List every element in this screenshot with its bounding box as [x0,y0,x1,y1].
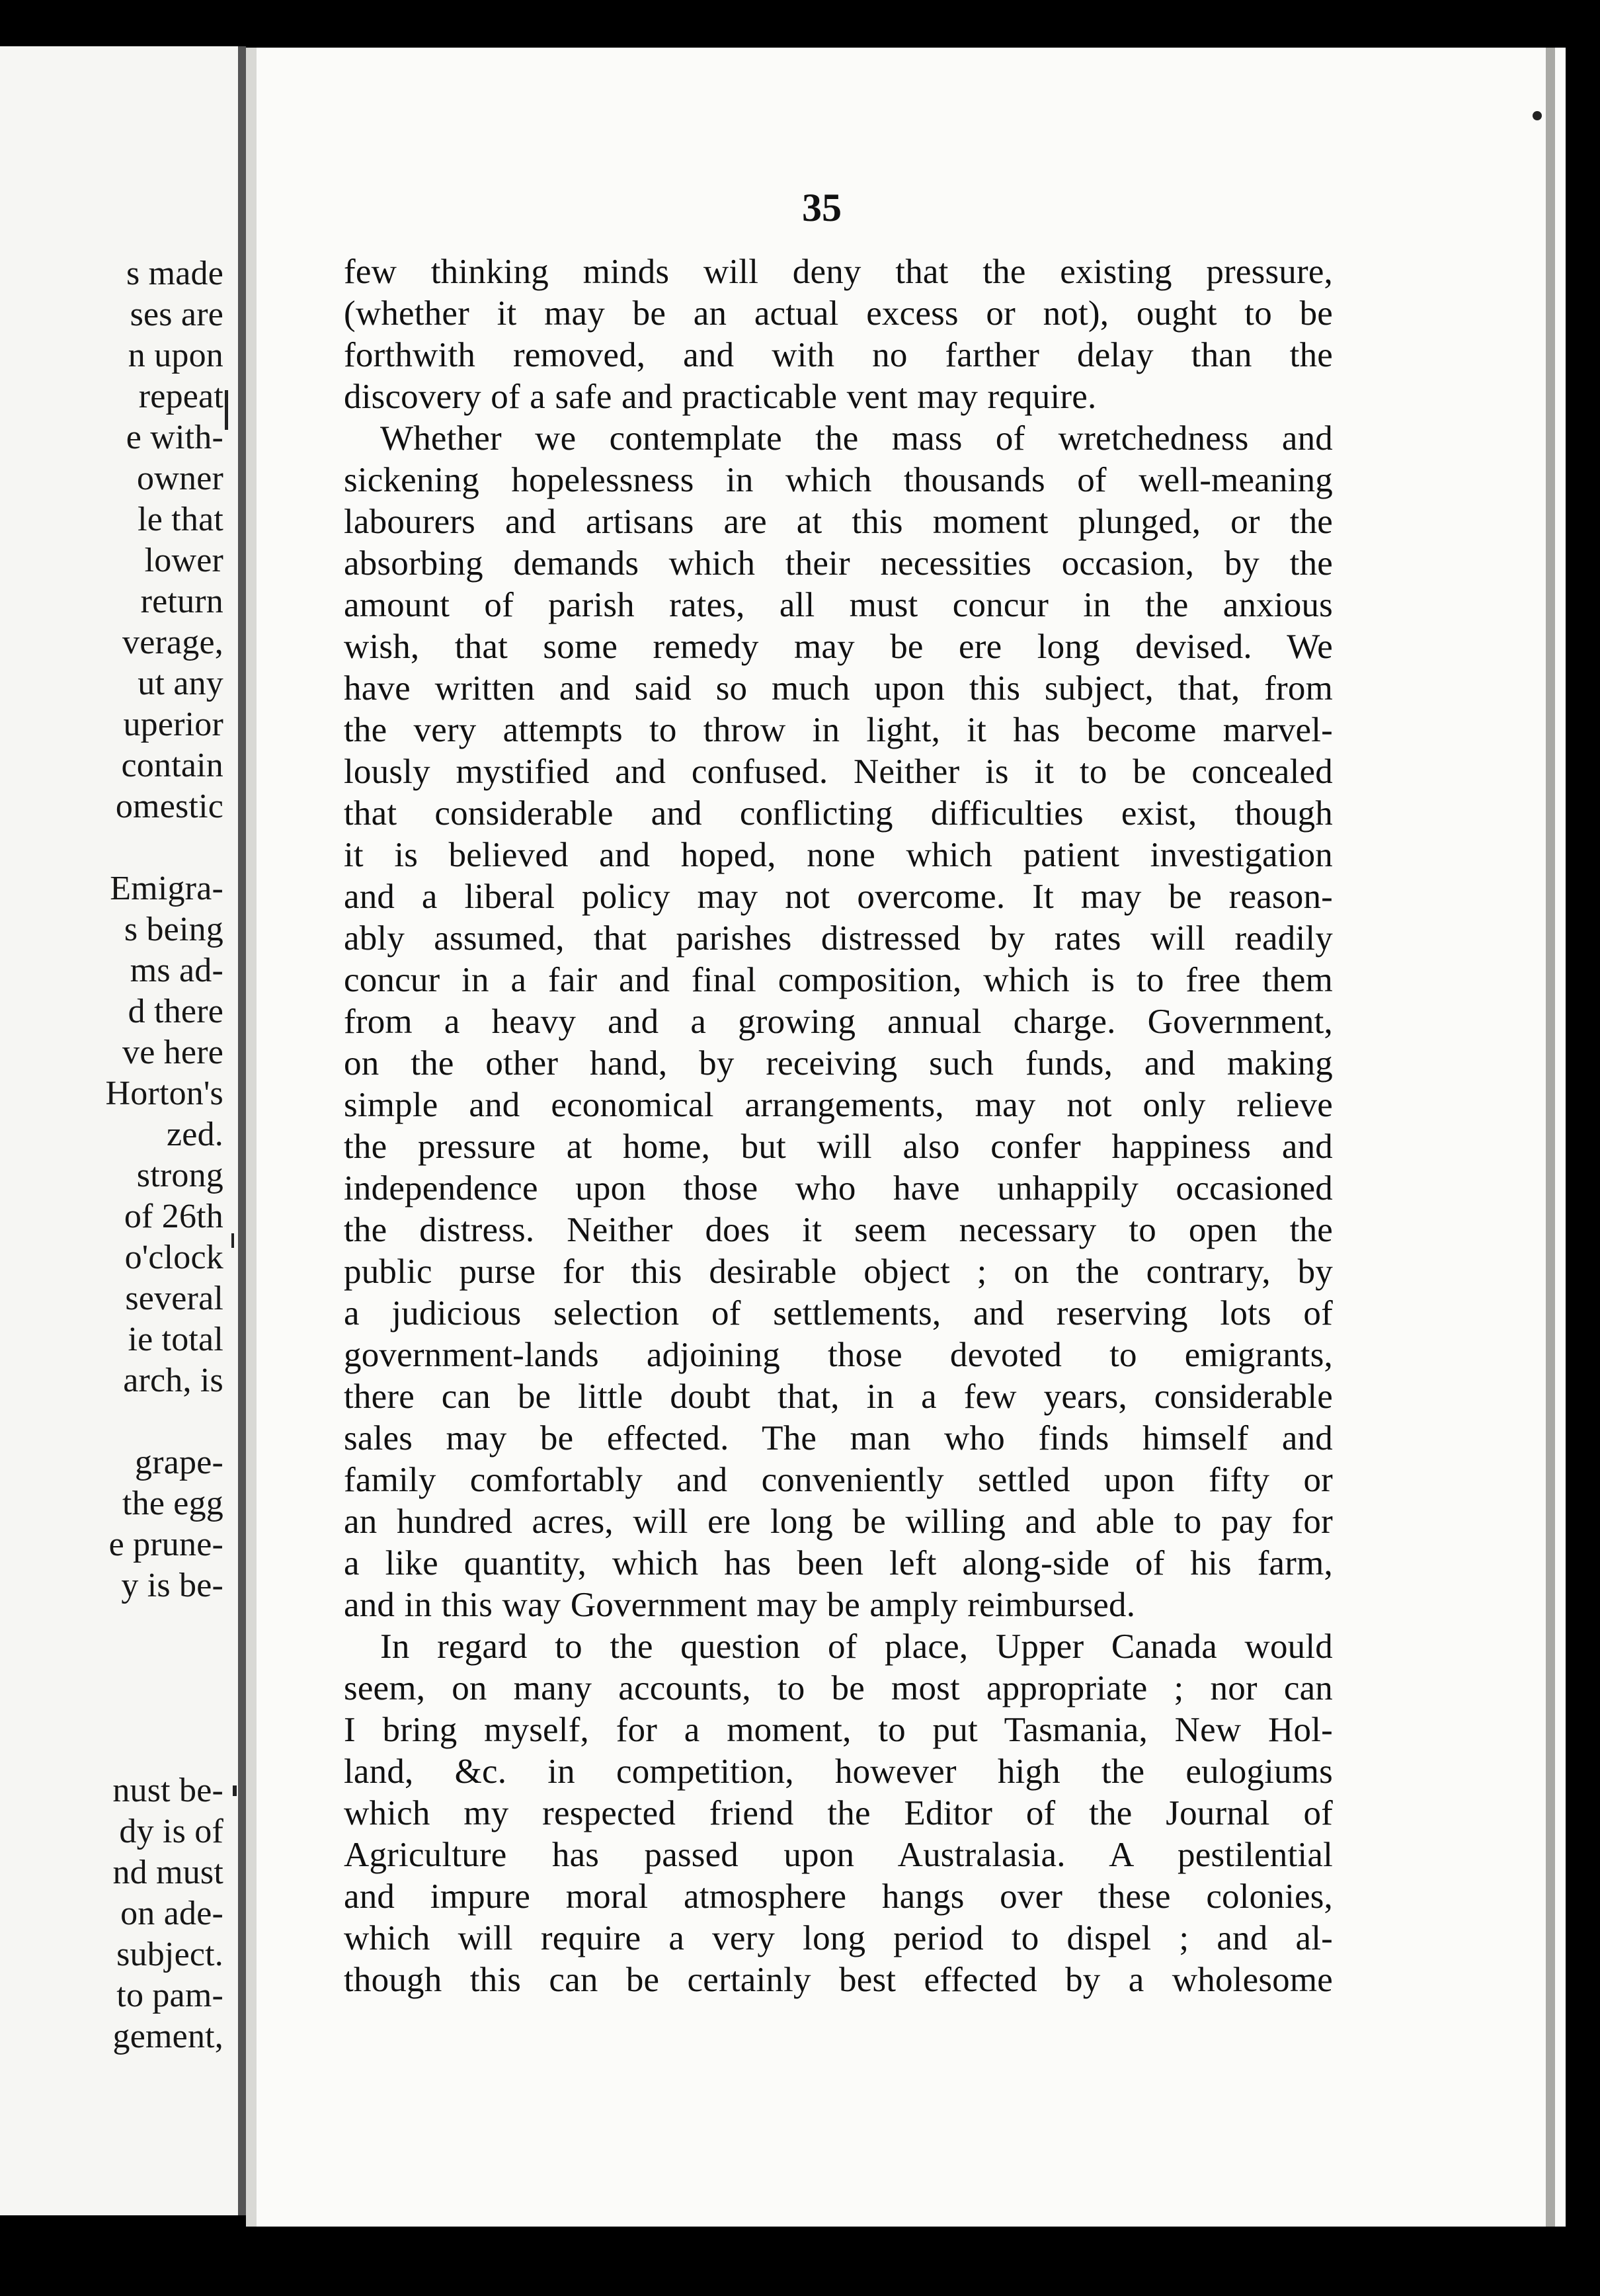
scan-speck [225,390,228,430]
left-fragment-line: on ade- [120,1895,223,1932]
text-line: government-lands adjoining those devoted to emigrants, [344,1336,1333,1374]
text-line: forthwith removed, and with no farther delay than the [344,336,1333,374]
left-page-fragment [0,46,242,2215]
text-line: few thinking minds will deny that the existing pressure, [344,253,1333,291]
text-line: sickening hopelessness in which thousands of well-meaning [344,461,1333,499]
text-line: that considerable and conflicting difficulties exist, though [344,794,1333,833]
left-fragment-line: verage, [122,624,223,661]
left-fragment-line: nust be- [112,1772,223,1809]
text-line: the pressure at home, but will also confer happiness and [344,1128,1333,1166]
text-line: public purse for this desirable object ; on the contrary, by [344,1252,1333,1291]
text-line: which will require a very long period to dispel ; and al- [344,1919,1333,1957]
left-fragment-line: repeat [138,378,223,415]
left-fragment-line: contain [121,747,223,784]
text-line: and a liberal policy may not overcome. It may be reason- [344,878,1333,916]
page-number: 35 [802,186,842,229]
left-fragment-line: lower [144,542,223,579]
left-fragment-line: dy is of [119,1813,223,1850]
text-line: labourers and artisans are at this moment plunged, or the [344,503,1333,541]
left-fragment-line: nd must [112,1854,223,1891]
text-line: though this can be certainly best effected by a wholesome [344,1961,1333,1999]
text-line: Whether we contemplate the mass of wretchedness and [380,419,1333,458]
scan-speck [231,1233,234,1248]
left-fragment-line: n upon [128,337,223,374]
text-line: Agriculture has passed upon Australasia. A pestilential [344,1836,1333,1874]
left-fragment-line: return [140,583,223,620]
text-line: seem, on many accounts, to be most appropriate ; nor can [344,1669,1333,1707]
left-fragment-line: s made [126,255,223,292]
text-line: concur in a fair and final composition, which is to free them [344,961,1333,999]
text-line: from a heavy and a growing annual charge. Government, [344,1003,1333,1041]
left-fragment-line: o'clock [124,1239,223,1276]
text-line: independence upon those who have unhappily occasioned [344,1169,1333,1208]
left-fragment-line: omestic [115,788,223,825]
text-line: and in this way Government may be amply reimbursed. [344,1586,1136,1624]
left-fragment-line: arch, is [123,1362,223,1399]
text-line: In regard to the question of place, Upper Canada would [380,1627,1333,1666]
text-line: discovery of a safe and practicable vent may require. [344,378,1097,416]
text-line: lously mystified and confused. Neither is it to be concealed [344,753,1333,791]
text-line: on the other hand, by receiving such funds, and making [344,1044,1333,1083]
left-fragment-line: strong [136,1157,223,1194]
text-line: amount of parish rates, all must concur in the anxious [344,586,1333,624]
left-fragment-line: several [125,1280,223,1317]
left-fragment-line: Emigra- [110,870,223,907]
text-line: and impure moral atmosphere hangs over these colonies, [344,1877,1333,1916]
page-edge [1546,48,1555,2227]
left-fragment-line: y is be- [121,1567,223,1604]
text-line: I bring myself, for a moment, to put Tasmania, New Hol- [344,1711,1333,1749]
left-fragment-line: ses are [130,296,223,333]
text-line: (whether it may be an actual excess or not), ought to be [344,294,1333,333]
left-fragment-line: ie total [128,1321,223,1358]
left-fragment-line: d there [128,993,223,1030]
text-line: ably assumed, that parishes distressed by rates will readily [344,919,1333,958]
text-line: the distress. Neither does it seem necessary to open the [344,1211,1333,1249]
text-line: it is believed and hoped, none which patient investigation [344,836,1333,874]
left-fragment-line: uperior [123,706,223,743]
text-line: have written and said so much upon this subject, that, from [344,669,1333,708]
left-fragment-line: ut any [138,665,223,702]
text-line: family comfortably and conveniently settled upon fifty or [344,1461,1333,1499]
left-fragment-line: of 26th [124,1198,223,1235]
text-line: an hundred acres, will ere long be willing and able to pay for [344,1502,1333,1541]
text-line: land, &c. in competition, however high the eulogiums [344,1752,1333,1791]
text-line: absorbing demands which their necessities occasion, by the [344,544,1333,583]
left-fragment-line: zed. [167,1116,223,1153]
text-line: simple and economical arrangements, may not only relieve [344,1086,1333,1124]
text-line: wish, that some remedy may be ere long devised. We [344,628,1333,666]
left-fragment-line: subject. [116,1936,223,1973]
text-line: sales may be effected. The man who finds himself and [344,1419,1333,1457]
left-fragment-line: e with- [126,419,223,456]
text-line: there can be little doubt that, in a few years, considerable [344,1377,1333,1416]
left-fragment-line: gement, [112,2018,223,2055]
text-line: a like quantity, which has been left along-side of his farm, [344,1544,1333,1582]
left-fragment-line: ms ad- [130,952,223,989]
left-fragment-line: to pam- [116,1977,223,2014]
text-line: a judicious selection of settlements, and reserving lots of [344,1294,1333,1332]
text-line: which my respected friend the Editor of the Journal of [344,1794,1333,1832]
left-fragment-line: grape- [135,1444,223,1481]
book-gutter [238,46,246,2215]
scan-speck [233,1785,237,1796]
left-fragment-line: owner [137,460,223,497]
left-fragment-line: the egg [122,1485,223,1522]
scan-speck [1533,111,1542,120]
left-fragment-line: le that [138,501,223,538]
left-fragment-line: Horton's [105,1075,223,1112]
left-fragment-line: ve here [122,1034,223,1071]
text-line: the very attempts to throw in light, it has become marvel- [344,711,1333,749]
left-fragment-line: s being [124,911,223,948]
left-fragment-line: e prune- [108,1526,223,1563]
